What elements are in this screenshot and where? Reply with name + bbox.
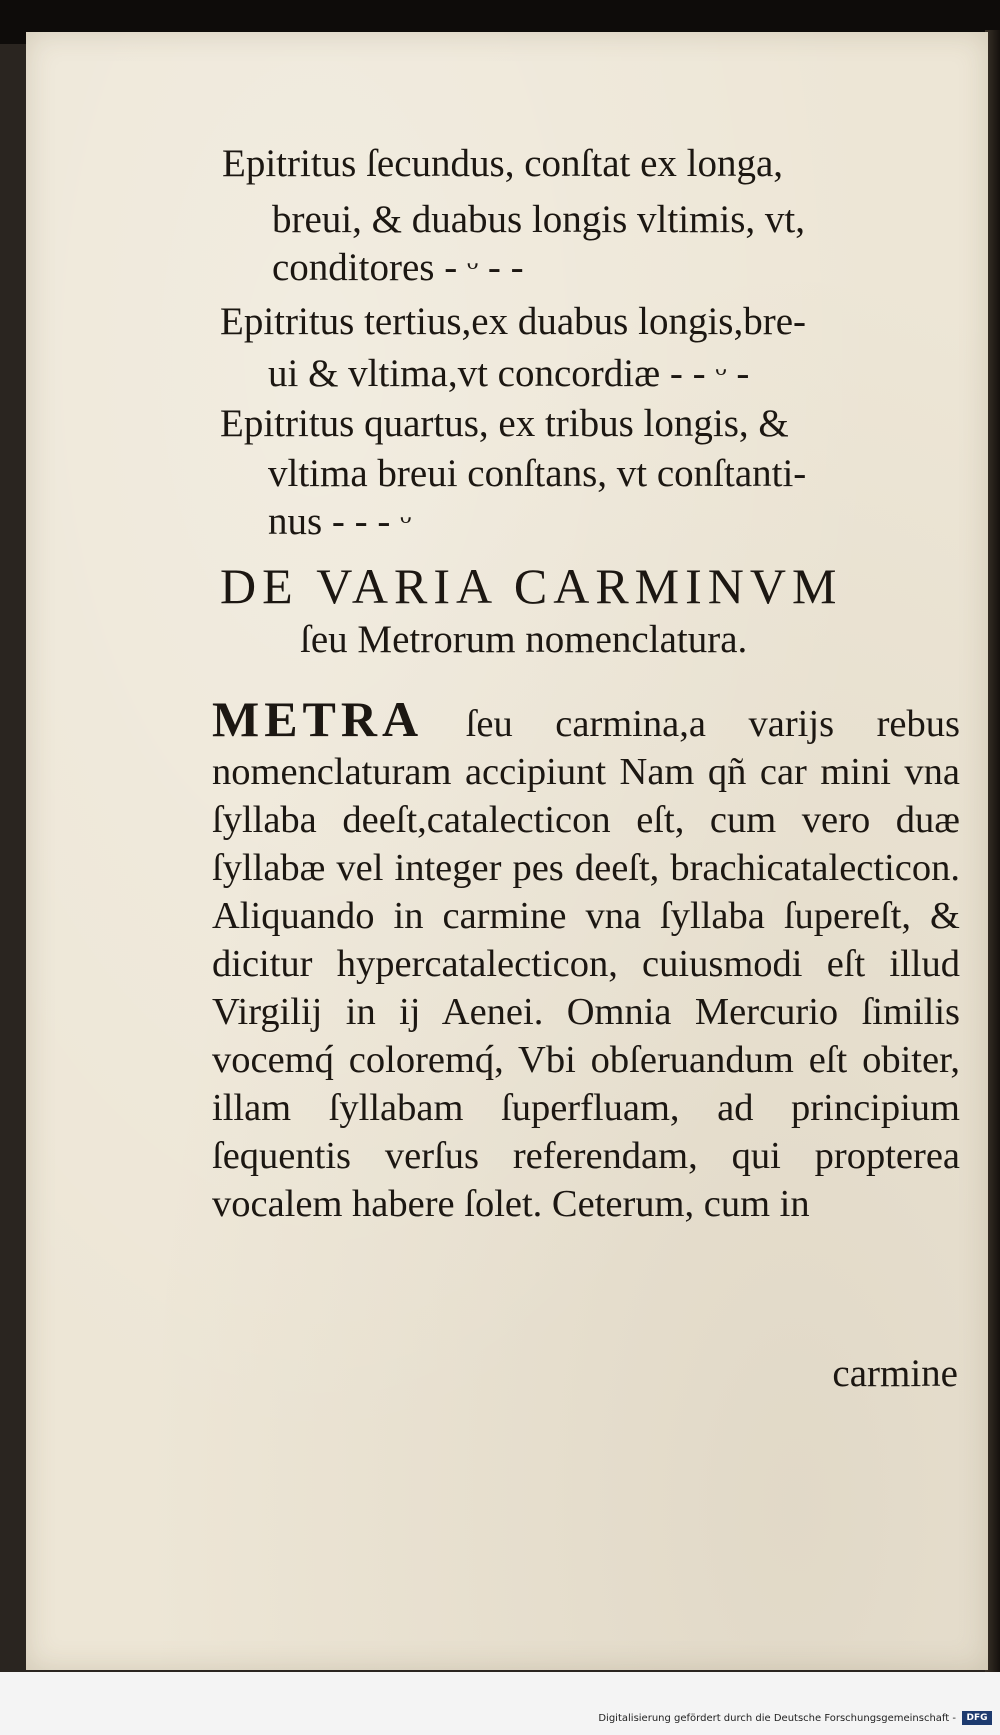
entry-1-line-2: breui, & duabus longis vltimis, vt, — [272, 198, 805, 241]
initial-word: METRA — [212, 691, 424, 747]
catchword: carmine — [832, 1352, 958, 1395]
entry-3-line-2: vltima breui conſtans, vt conſtanti- — [268, 452, 807, 495]
body-text: ſeu carmina,a varijs rebus nomenclaturam accipiunt Nam qñ car mini vna ſyllaba deeſt,catalecticon eſt, cum vero duæ ſyllabæ vel integer pes deeſt, brachicatalecticon. Aliquando in carmine vna ſyllaba ſupereſt, & dicitur hypercatalecticon, cuiusmodi eſt illud Virgilij in ij Aenei. Omnia Mercurio ſimilis vocemq́ coloremq́, Vbi obſeruandum eſt obiter, illam ſyllabam ſuperfluam, ad principium ſequentis verſus referendam, qui propterea vocalem habere ſolet. Ceterum, cum in — [212, 703, 960, 1225]
entry-2-line-2: ui & vltima,vt concordiæ - - ᵕ - — [268, 352, 750, 395]
section-title: DE VARIA CARMINVM — [220, 558, 843, 614]
entry-3-line-3: nus - - - ᵕ — [268, 500, 412, 543]
footer-band — [0, 1672, 1000, 1735]
entry-1-line-3: conditores - ᵕ - - — [272, 246, 524, 289]
section-subtitle: ſeu Metrorum nomenclatura. — [300, 618, 748, 661]
entry-3-line-1: Epitritus quartus, ex tribus longis, & — [220, 402, 789, 445]
digitization-credit: Digitalisierung gefördert durch die Deutsche Forschungsgemeinschaft - — [598, 1713, 956, 1724]
dfg-logo: DFG — [962, 1711, 992, 1725]
body-paragraph — [212, 691, 960, 1228]
entry-1-line-1: Epitritus ſecundus, conſtat ex longa, — [222, 142, 784, 185]
entry-2-line-1: Epitritus tertius,ex duabus longis,bre- — [220, 300, 806, 343]
